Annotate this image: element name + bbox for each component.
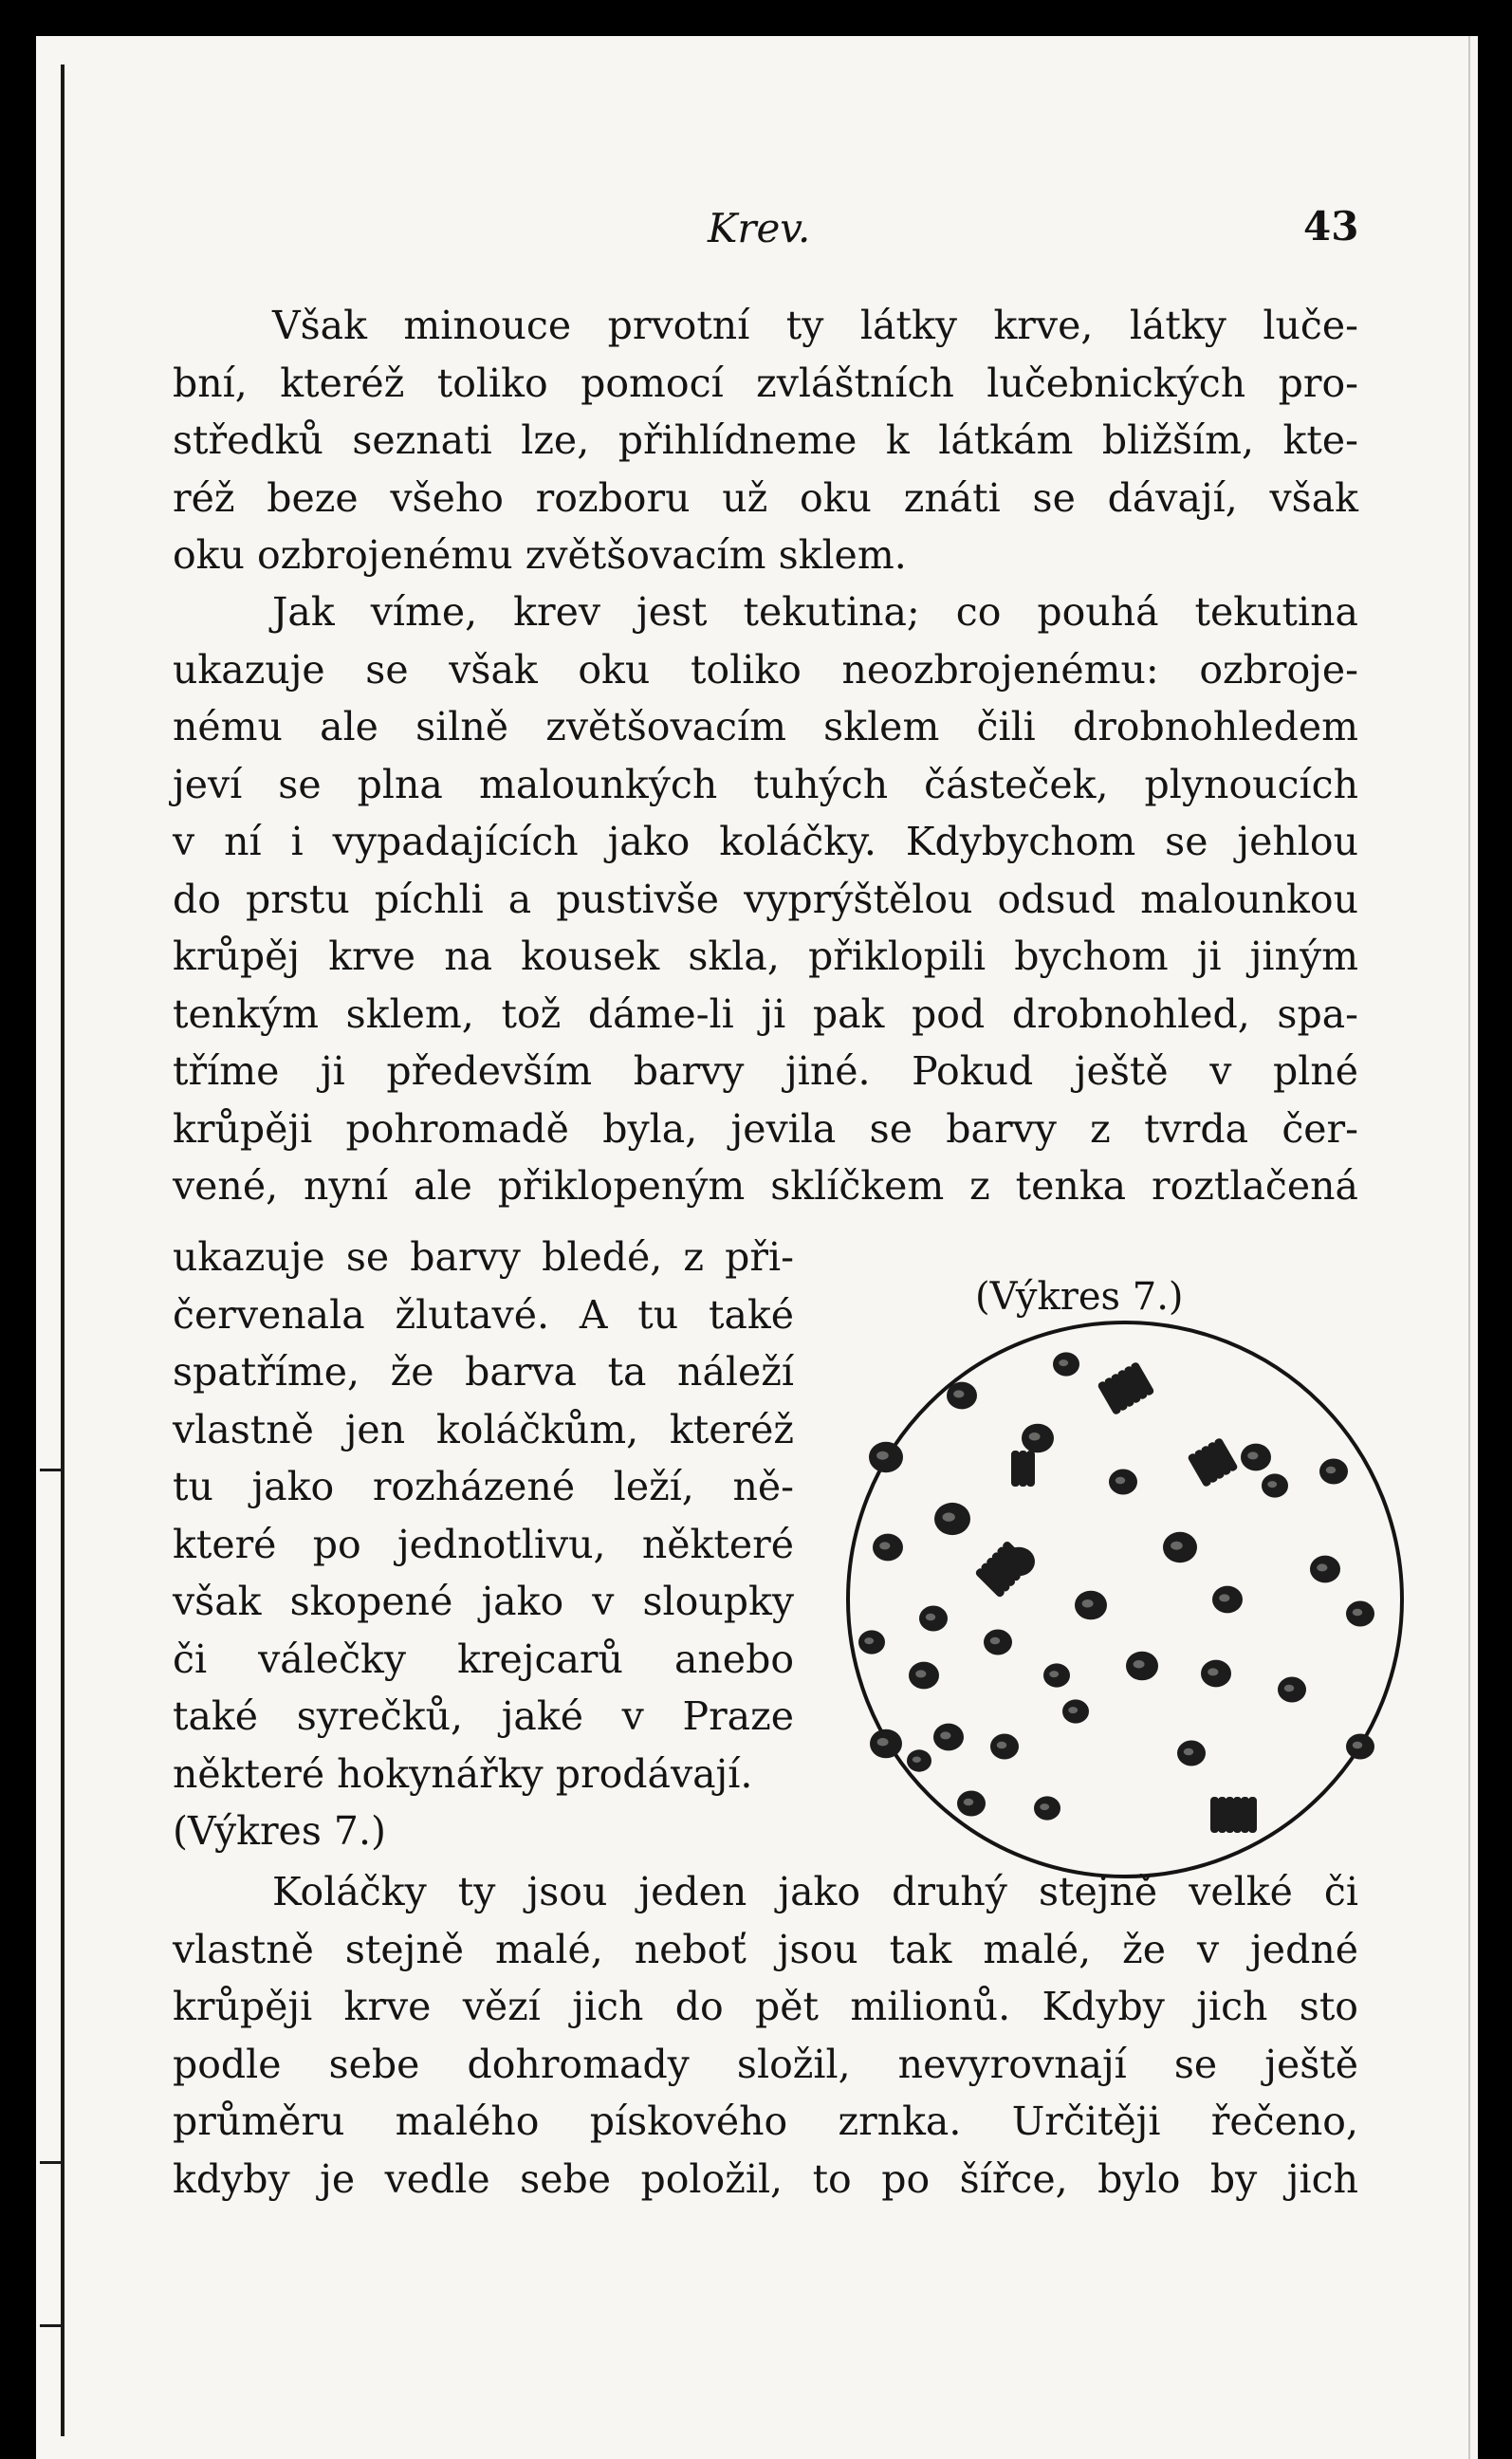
blood-cell-highlight [1219, 1594, 1229, 1601]
text-line: (Výkres 7.) [173, 1808, 386, 1854]
text-line: kdyby je vedle sebe položil, to po šířce, bylo by jich [173, 2155, 1358, 2202]
blood-cell-highlight [1267, 1481, 1277, 1488]
page-number: 43 [1303, 203, 1359, 250]
text-line: vlastně jen koláčkům, kteréž [173, 1406, 794, 1452]
blood-cell-highlight [1049, 1671, 1059, 1677]
spine-mark [40, 2161, 61, 2164]
text-line: podle sebe dohromady složil, nevyrovnají se ještě [173, 2041, 1358, 2087]
figure-caption: (Výkres 7.) [975, 1275, 1184, 1319]
blood-cell-highlight [1040, 1803, 1049, 1810]
blood-cell-highlight [1082, 1599, 1094, 1608]
text-line: krůpěji krve vězí jich do pět milionů. Kdyby jich sto [173, 1984, 1358, 2029]
rouleaux-stack [1212, 1799, 1255, 1831]
text-line: krůpěji pohromadě byla, jevila se barvy z tvrda čer- [173, 1105, 1358, 1152]
blood-cell-highlight [1184, 1748, 1194, 1756]
text-line: réž beze všeho rozboru už oku znáti se dávají, však [173, 474, 1358, 521]
text-line: tu jako rozházené leží, ně- [173, 1464, 794, 1509]
blood-cell-highlight [964, 1799, 974, 1806]
text-line: středků seznati lze, přihlídneme k látkám bližším, kte- [173, 417, 1358, 463]
blood-cell-highlight [943, 1512, 955, 1522]
blood-cell-highlight [913, 1756, 921, 1763]
blood-cell-highlight [1134, 1660, 1145, 1669]
text-line: bní, kteréž toliko pomocí zvláštních lučebnických pro- [173, 360, 1358, 406]
text-line: Koláčky ty jsou jeden jako druhý stejně velké či [272, 1869, 1358, 1914]
blood-cell-highlight [1326, 1467, 1337, 1474]
text-line: však skopené jako v sloupky [173, 1579, 794, 1624]
blood-cell-highlight [915, 1670, 926, 1677]
text-line: také syrečků, jaké v Praze [173, 1693, 794, 1739]
blood-cell-highlight [877, 1738, 889, 1747]
blood-cell-highlight [879, 1542, 890, 1549]
text-line: oku ozbrojenému zvětšovacím sklem. [173, 532, 907, 578]
blood-cell-highlight [1059, 1359, 1068, 1366]
text-line: Jak víme, krev jest tekutina; co pouhá tekutina [272, 589, 1358, 635]
page-edge-shadow [1478, 36, 1512, 2459]
blood-cell-highlight [1317, 1563, 1327, 1571]
text-line: červenala žlutavé. A tu také [173, 1291, 794, 1338]
text-line: spatříme, že barva ta náleží [173, 1349, 794, 1395]
text-line: které po jednotlivu, některé [173, 1521, 794, 1567]
rouleaux-stack [1099, 1364, 1152, 1414]
text-line: některé hokynářky prodávají. [173, 1750, 753, 1797]
spine-mark [40, 2324, 61, 2327]
spine-mark [40, 1469, 61, 1471]
blood-cell-highlight [1171, 1542, 1183, 1550]
blood-cell-highlight [876, 1451, 889, 1460]
running-title: Krev. [708, 205, 811, 251]
text-line: průměru malého pískového zrnka. Určitěji řečeno, [173, 2098, 1358, 2144]
blood-cell-highlight [1208, 1668, 1218, 1675]
text-line: nému ale silně zvětšovacím sklem čili drobnohledem [173, 704, 1358, 749]
page-edge-line [1468, 36, 1470, 2459]
text-line: tříme ji především barvy jiné. Pokud ještě v plné [173, 1048, 1358, 1094]
text-line: vené, nyní ale přiklopeným sklíčkem z tenka roztlačená [173, 1163, 1358, 1209]
text-line: tenkým sklem, tož dáme-li ji pak pod drobnohled, spa- [173, 990, 1358, 1037]
rouleaux-stack [1013, 1452, 1033, 1485]
text-line: ukazuje se však oku toliko neozbrojenému: ozbroje- [173, 646, 1358, 693]
blood-cell-highlight [940, 1731, 950, 1739]
text-line: jeví se plna malounkých tuhých částeček, plynoucích [173, 761, 1358, 807]
blood-cell-highlight [1068, 1707, 1078, 1713]
text-line: ukazuje se barvy bledé, z při- [173, 1234, 794, 1280]
blood-cell-highlight [864, 1637, 874, 1644]
text-line: do prstu píchli a pustivše vyprýštělou odsud malounkou [173, 876, 1358, 922]
blood-cell-highlight [1116, 1477, 1126, 1485]
text-line: či válečky krejcarů anebo [173, 1636, 794, 1682]
spine-line [61, 65, 65, 2436]
blood-cells [858, 1352, 1374, 1820]
rouleaux-stack [1189, 1440, 1236, 1486]
blood-cell-highlight [990, 1637, 1001, 1645]
blood-cell-highlight [1353, 1609, 1363, 1617]
blood-cell-highlight [1353, 1742, 1363, 1749]
text-line: vlastně stejně malé, neboť jsou tak malé, že v jedné [173, 1926, 1358, 1972]
blood-cell-highlight [1247, 1451, 1258, 1459]
blood-cells-illustration [829, 1315, 1421, 1884]
book-page [36, 36, 1512, 2459]
blood-cell-highlight [1284, 1685, 1295, 1692]
blood-cell-highlight [926, 1614, 936, 1621]
blood-cell-highlight [1029, 1433, 1041, 1441]
text-line: v ní i vypadajících jako koláčky. Kdybychom se jehlou [173, 819, 1358, 864]
blood-cell-highlight [997, 1742, 1007, 1749]
text-line: Však minouce prvotní ty látky krve, látky luče- [272, 303, 1358, 348]
text-line: krůpěj krve na kousek skla, přiklopili bychom ji jiným [173, 934, 1358, 979]
blood-cell-highlight [953, 1390, 964, 1397]
